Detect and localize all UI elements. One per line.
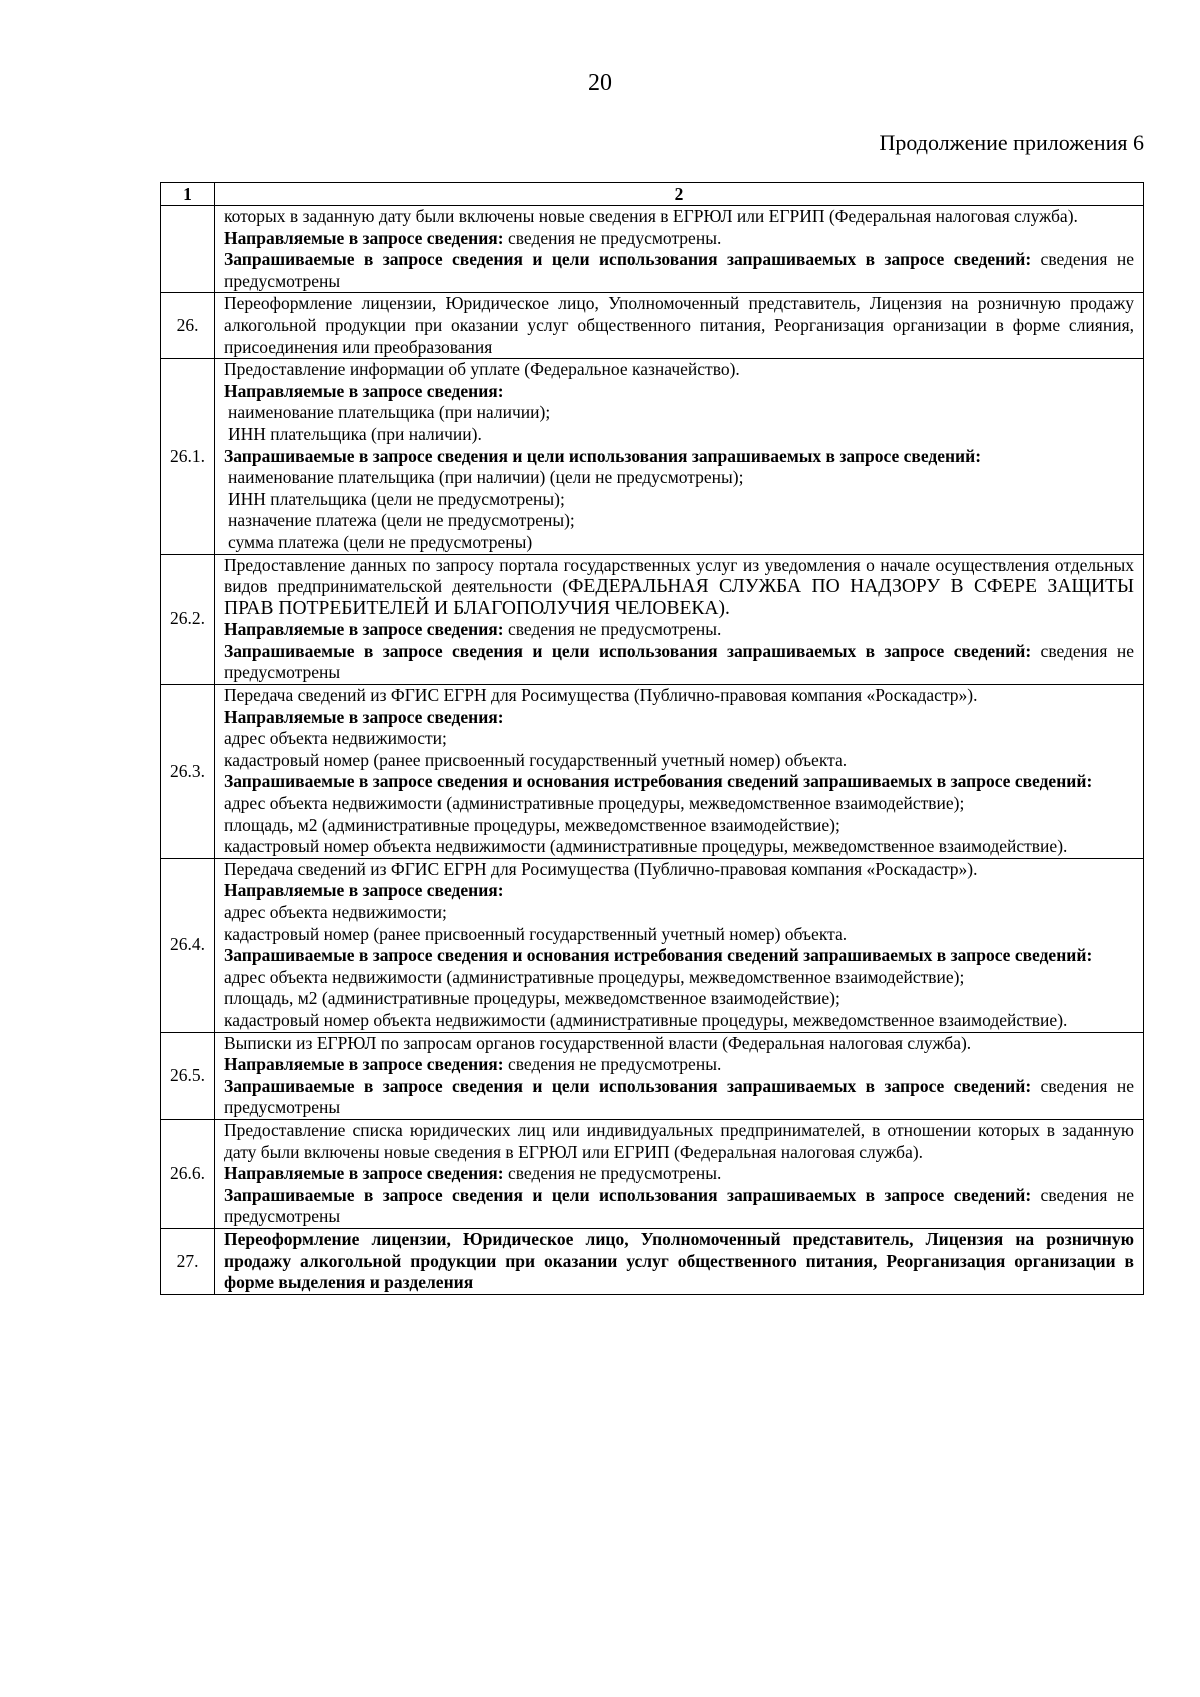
- row-line: [224, 555, 1134, 620]
- row-line: Передача сведений из ФГИС ЕГРН для Росимущества (Публично-правовая компания «Роскадастр»).: [224, 685, 978, 706]
- row-line: [224, 641, 1134, 684]
- row-text: [215, 206, 1144, 293]
- row-line-value: сведения не предусмотрены.: [503, 1054, 722, 1075]
- row-number: 27.: [161, 1228, 215, 1294]
- row-text: [215, 1119, 1144, 1228]
- row-number: 26.4.: [161, 858, 215, 1032]
- table-row-26-6: [161, 1119, 1144, 1228]
- table-row-26-2: [161, 554, 1144, 685]
- row-text: [215, 858, 1144, 1032]
- row-line: адрес объекта недвижимости;: [224, 902, 447, 922]
- table-row-27: [161, 1228, 1144, 1294]
- row-line: Передача сведений из ФГИС ЕГРН для Росимущества (Публично-правовая компания «Роскадастр»).: [224, 858, 978, 879]
- row-line-value: сведения не предусмотрены.: [503, 1163, 722, 1184]
- appendix-table: [160, 182, 1144, 1295]
- row-line: площадь, м2 (административные процедуры, межведомственное взаимодействие);: [224, 988, 840, 1009]
- row-line: которых в заданную дату были включены новые сведения в ЕГРЮЛ или ЕГРИП (Федеральная налоговая служба).: [224, 206, 1078, 226]
- bold-label: Направляемые в запросе сведения:: [224, 706, 504, 727]
- bold-label: Запрашиваемые в запросе сведения и цели использования запрашиваемых в запросе сведений:: [224, 1184, 1032, 1205]
- row-number: 26.: [161, 293, 215, 359]
- row-number: 26.1.: [161, 359, 215, 554]
- bold-label: Направляемые в запросе сведения:: [224, 619, 504, 640]
- row-line: кадастровый номер (ранее присвоенный государственный учетный номер) объекта.: [224, 749, 848, 770]
- row-line: Переоформление лицензии, Юридическое лицо, Уполномоченный представитель, Лицензия на розничную продажу алкогольной продукции при оказании услуг общественного питания, Реорганизация организации в форме выделения и разделения: [224, 1228, 1134, 1293]
- row-line: кадастровый номер объекта недвижимости (административные процедуры, межведомственное взаимодействие).: [224, 1009, 1068, 1030]
- table-row-26-1: [161, 359, 1144, 554]
- row-text: [215, 685, 1144, 859]
- row-line-value: сведения не предусмотрены.: [503, 619, 722, 640]
- row-text: [215, 293, 1144, 359]
- row-line: площадь, м2 (административные процедуры, межведомственное взаимодействие);: [224, 814, 840, 835]
- row-number: 26.6.: [161, 1119, 215, 1228]
- row-line: наименование плательщика (при наличии);: [228, 402, 551, 423]
- row-number-empty: [161, 206, 215, 293]
- row-line: [224, 619, 1134, 641]
- row-line: адрес объекта недвижимости (административные процедуры, межведомственное взаимодействие);: [224, 966, 965, 987]
- row-line-part: Предоставление данных по запросу портала государственных услуг из уведомления о начале осуществления отдельных видов предпринимательской деятельности (: [224, 554, 1134, 597]
- row-number: 26.2.: [161, 554, 215, 685]
- bold-label: Направляемые в запросе сведения:: [224, 1163, 504, 1184]
- column-1-header: 1: [161, 183, 215, 206]
- row-line: ИНН плательщика (цели не предусмотрены);: [228, 488, 565, 509]
- bold-label: Запрашиваемые в запросе сведения и цели использования запрашиваемых в запросе сведений:: [224, 640, 1032, 661]
- row-line: кадастровый номер объекта недвижимости (административные процедуры, межведомственное взаимодействие).: [224, 836, 1068, 857]
- table-row-26-4: [161, 858, 1144, 1032]
- bold-label: Запрашиваемые в запросе сведения и цели использования запрашиваемых в запросе сведений:: [224, 445, 982, 466]
- table-header-row: [161, 183, 1144, 206]
- row-text: [215, 1032, 1144, 1119]
- row-line: назначение платежа (цели не предусмотрены);: [228, 510, 575, 531]
- row-line-value: сведения не предусмотрены: [224, 640, 1134, 683]
- row-line: [224, 1076, 1134, 1119]
- appendix-continuation-note: Продолжение приложения 6: [879, 130, 1144, 155]
- row-line-value: сведения не предусмотрены: [224, 249, 1134, 291]
- bold-label: Запрашиваемые в запросе сведения и основания истребования сведений запрашиваемых в запросе сведений:: [224, 945, 1093, 966]
- row-line: Предоставление списка юридических лиц или индивидуальных предпринимателей, в отношении которых в заданную дату были включены новые сведения в ЕГРЮЛ или ЕГРИП (Федеральная налоговая служба).: [224, 1119, 1134, 1162]
- bold-label: Запрашиваемые в запросе сведения и основания истребования сведений запрашиваемых в запросе сведений:: [224, 771, 1093, 792]
- row-line: ИНН плательщика (при наличии).: [228, 423, 482, 444]
- row-text: [215, 359, 1144, 554]
- row-text: [215, 554, 1144, 685]
- row-line: Переоформление лицензии, Юридическое лицо, Уполномоченный представитель, Лицензия на розничную продажу алкогольной продукции при оказании услуг общественного питания, Реорганизация организации в форме слияния, присоединения или преобразования: [224, 293, 1134, 357]
- row-line-value: сведения не предусмотрены.: [503, 227, 722, 248]
- row-line: [224, 1054, 1134, 1076]
- row-line: кадастровый номер (ранее присвоенный государственный учетный номер) объекта.: [224, 923, 848, 944]
- table-row-26-5: [161, 1032, 1144, 1119]
- bold-label: Направляемые в запросе сведения:: [224, 380, 504, 401]
- bold-label: Направляемые в запросе сведения:: [224, 880, 504, 901]
- row-line: Предоставление информации об уплате (Федеральное казначейство).: [224, 359, 740, 380]
- bold-label: Направляемые в запросе сведения:: [224, 1054, 504, 1075]
- row-line: [224, 1163, 1134, 1185]
- row-number: 26.3.: [161, 685, 215, 859]
- row-line: [224, 1185, 1134, 1228]
- row-number: 26.5.: [161, 1032, 215, 1119]
- agency-name: ФЕДЕРАЛЬНАЯ СЛУЖБА ПО НАДЗОРУ В СФЕРЕ ЗАЩИТЫ ПРАВ ПОТРЕБИТЕЛЕЙ И БЛАГОПОЛУЧИЯ ЧЕЛОВЕКА).: [224, 576, 1134, 619]
- row-line: адрес объекта недвижимости (административные процедуры, межведомственное взаимодействие);: [224, 793, 965, 814]
- table-row-continued: [161, 206, 1144, 293]
- row-line-value: сведения не предусмотрены: [224, 1075, 1134, 1118]
- row-line: Выписки из ЕГРЮЛ по запросам органов государственной власти (Федеральная налоговая служба).: [224, 1032, 972, 1053]
- row-text: [215, 1228, 1144, 1294]
- table-row-26-3: [161, 685, 1144, 859]
- bold-label: Запрашиваемые в запросе сведения и цели использования запрашиваемых в запросе сведений:: [224, 1075, 1032, 1096]
- bold-label: Направляемые в запросе сведения:: [224, 227, 504, 248]
- row-line: сумма платежа (цели не предусмотрены): [228, 531, 533, 552]
- row-line: наименование плательщика (при наличии) (цели не предусмотрены);: [228, 467, 744, 488]
- row-line: [224, 249, 1134, 292]
- bold-label: Запрашиваемые в запросе сведения и цели использования запрашиваемых в запросе сведений:: [224, 249, 1032, 270]
- row-line: адрес объекта недвижимости;: [224, 728, 447, 749]
- page-number: 20: [588, 70, 612, 96]
- column-2-header: 2: [215, 183, 1144, 206]
- row-line-value: сведения не предусмотрены: [224, 1184, 1134, 1227]
- row-line: [224, 228, 1134, 250]
- table-row-26: [161, 293, 1144, 359]
